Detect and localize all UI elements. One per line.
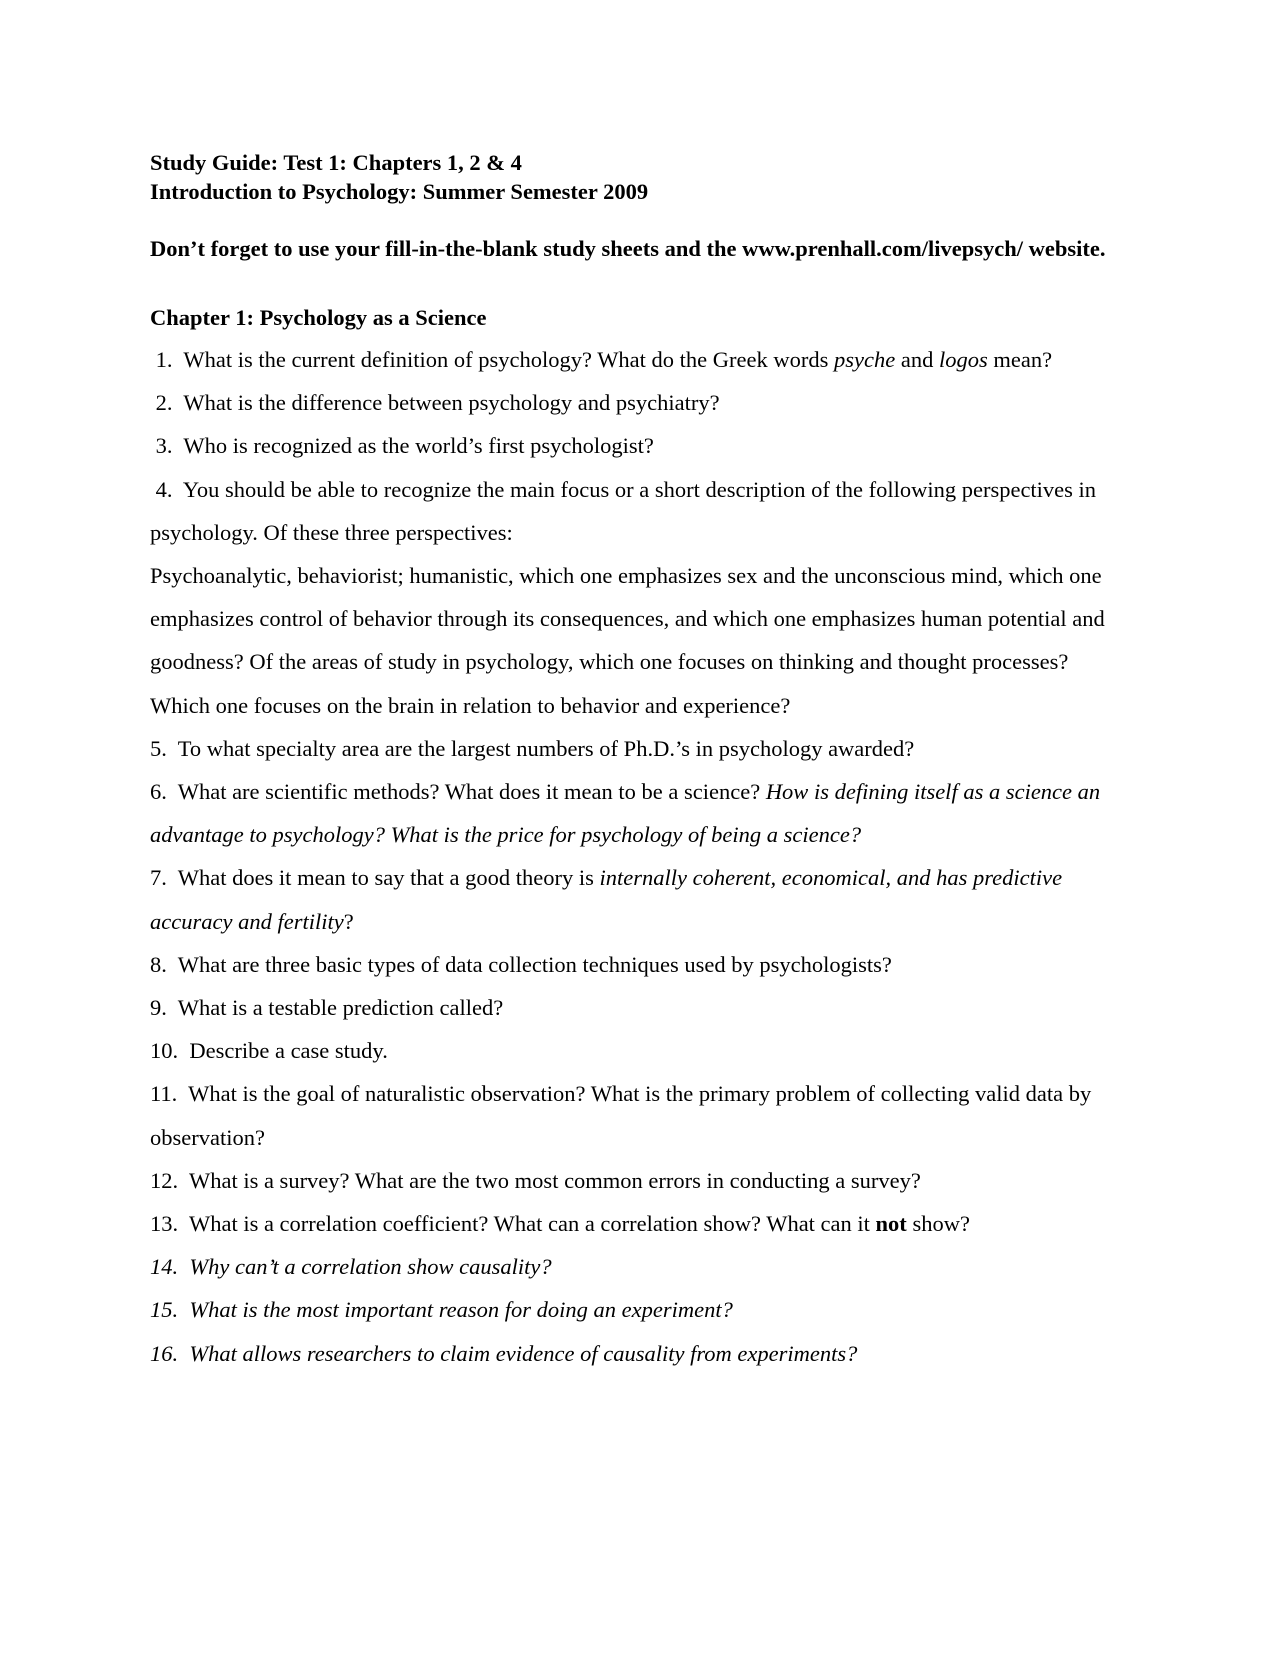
chapter-1-heading: Chapter 1: Psychology as a Science (150, 305, 487, 330)
question-3: 3. Who is recognized as the world’s first psychologist? (150, 433, 654, 459)
question-10: 10. Describe a case study. (150, 1038, 388, 1064)
question-11: 11. What is the goal of naturalistic observation? What is the primary problem of collecting valid data by observation? (150, 1081, 1092, 1150)
title-line-1: Study Guide: Test 1: Chapters 1, 2 & 4 (150, 150, 522, 175)
question-1: 1. What is the current definition of psychology? What do the Greek words psyche and logos mean? (150, 347, 1053, 372)
question-9: 9. What is a testable prediction called? (150, 995, 504, 1021)
question-16: 16. What allows researchers to claim evidence of causality from experiments? (150, 1340, 858, 1366)
study-reminder: Don’t forget to use your fill-in-the-blank study sheets and the www.prenhall.com/livepsych/ website. (150, 236, 1106, 261)
question-14: 14. Why can’t a correlation show causality? (150, 1254, 552, 1280)
question-2: 2. What is the difference between psychology and psychiatry? (150, 390, 720, 416)
question-13: 13. What is a correlation coefficient? What can a correlation show? What can it not show? (150, 1211, 970, 1237)
question-list (150, 338, 1130, 1375)
document-content (150, 148, 1130, 1375)
question-12: 12. What is a survey? What are the two most common errors in conducting a survey? (150, 1167, 921, 1193)
question-8: 8. What are three basic types of data collection techniques used by psychologists? (150, 951, 892, 977)
title-line-2: Introduction to Psychology: Summer Semester 2009 (150, 179, 649, 204)
question-7: 7. What does it mean to say that a good theory is internally coherent, economical, and has predictive accuracy and fertility? (150, 865, 1063, 934)
question-15: 15. What is the most important reason for doing an experiment? (150, 1297, 733, 1323)
question-5: 5. To what specialty area are the largest numbers of Ph.D.’s in psychology awarded? (150, 735, 915, 761)
question-6: 6. What are scientific methods? What does it mean to be a science? How is defining itself as a science an advantage to psychology? What is the price for psychology of being a science? (150, 779, 1101, 848)
question-4-continued: Psychoanalytic, behaviorist; humanistic, which one emphasizes sex and the unconscious mind, which one emphasizes control of behavior through its consequences, and which one emphasizes human potential and goodness? Of the areas of study in psychology, which one focuses on thinking and thought processes? Which one focuses on the brain in relation to behavior and experience? (150, 563, 1105, 718)
question-4: 4. You should be able to recognize the main focus or a short description of the following perspectives in psychology. Of these three perspectives: (150, 476, 1097, 545)
